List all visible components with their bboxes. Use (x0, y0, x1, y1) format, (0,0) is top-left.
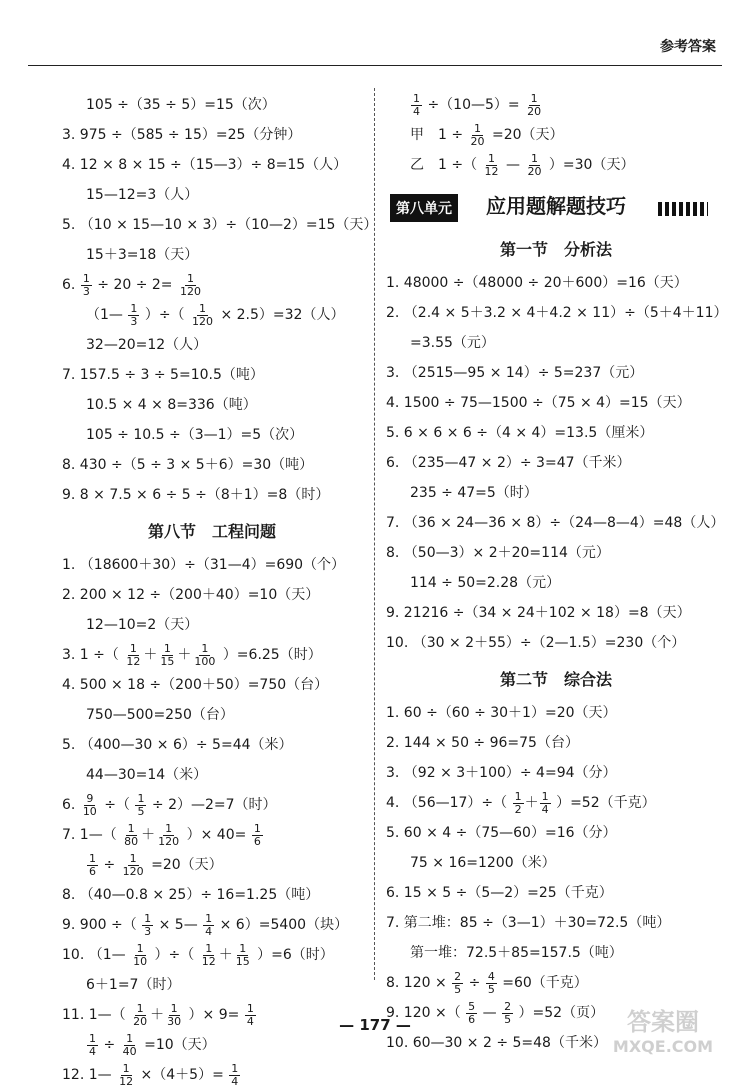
answer-line: 7. 1—（ $\frac{1}{80}$ ＋ $\frac{1}{120}$ ）× 40= $\frac{1}{6}$ (62, 821, 261, 848)
answer-line: 5. 6 × 6 × 6 ÷（4 × 4）=13.5（厘米） (386, 425, 654, 441)
fraction: $\frac{1}{6}$ (253, 821, 261, 848)
answer-line: 2. 200 × 12 ÷（200＋40）=10（天） (62, 587, 320, 603)
answer-line: 5. （10 × 15—10 × 3）÷（10—2）=15（天） (62, 217, 378, 233)
fraction: $\frac{1}{120}$ (192, 301, 214, 328)
text: 12. 1— (62, 1067, 112, 1083)
answer-line: 4. 500 × 18 ÷（200＋50）=750（台） (62, 677, 329, 693)
answer-line: 3. （92 × 3＋100）÷ 4=94（分） (386, 765, 617, 781)
text: ÷ (103, 1037, 116, 1053)
text: 甲 1 ÷ (410, 127, 464, 143)
answer-line: 8. （50—3）× 2＋20=114（元） (386, 545, 610, 561)
fraction: $\frac{1}{20}$ (527, 151, 542, 178)
fraction: $\frac{1}{20}$ (133, 1001, 148, 1028)
fraction: $\frac{1}{40}$ (122, 1031, 137, 1058)
answer-line: 1. 60 ÷（60 ÷ 30＋1）=20（天） (386, 705, 617, 721)
text: 6. (62, 277, 76, 293)
text: （1— (86, 307, 123, 323)
fraction: $\frac{1}{12}$ (126, 641, 141, 668)
answer-line: 75 × 16=1200（米） (410, 855, 556, 871)
answer-line: 235 ÷ 47=5（时） (410, 485, 538, 501)
answer-line (386, 92, 726, 122)
watermark-line2: MXQE.COM (612, 1037, 714, 1056)
text: 10. （1— (62, 947, 126, 963)
text: ）=52（千克） (556, 795, 656, 811)
fraction: $\frac{1}{5}$ (137, 791, 145, 818)
fraction: $\frac{5}{6}$ (468, 999, 476, 1026)
banner-decoration (658, 202, 708, 216)
fraction: $\frac{1}{80}$ (124, 821, 139, 848)
fraction: $\frac{1}{12}$ (484, 151, 499, 178)
answer-line: 5. 60 × 4 ÷（75—60）=16（分） (386, 825, 617, 841)
fraction: $\frac{1}{15}$ (235, 941, 250, 968)
text: — (506, 157, 520, 173)
text: ×（4＋5）= (140, 1067, 224, 1083)
answer-line: 5. （400—30 × 6）÷ 5=44（米） (62, 737, 293, 753)
fraction: $\frac{1}{3}$ (130, 301, 138, 328)
fraction: $\frac{1}{12}$ (119, 1061, 134, 1088)
fraction: $\frac{1}{15}$ (160, 641, 175, 668)
text: 9. 120 ×（ (386, 1005, 461, 1021)
text: ÷ 2）—2=7（时） (151, 797, 277, 813)
fraction: $\frac{1}{120}$ (158, 821, 180, 848)
answer-line: 10. （30 × 2＋55）÷（2—1.5）=230（个） (386, 635, 686, 651)
text: 6. (62, 797, 76, 813)
answer-line (386, 970, 726, 1000)
text: ÷ 20 ÷ 2= (97, 277, 173, 293)
text: =20（天） (151, 857, 223, 873)
fraction: $\frac{1}{3}$ (82, 271, 90, 298)
answer-line: 4. （56—17）÷（ $\frac{1}{2}$ ＋ $\frac{1}{4}$ ）=52（千克） (386, 789, 656, 816)
fraction: $\frac{1}{120}$ (179, 271, 201, 298)
fraction: $\frac{1}{4}$ (541, 789, 549, 816)
answer-line: 15—12=3（人） (86, 187, 199, 203)
text: ）=30（天） (548, 157, 635, 173)
section-heading: 第一节 分析法 (499, 240, 612, 259)
unit-title: 应用题解题技巧 (486, 194, 626, 218)
answer-line: 3. 1 ÷（ $\frac{1}{12}$ ＋ $\frac{1}{15}$ ＋ $\frac{1}{100}$ ）=6.25（时） (62, 641, 322, 668)
text: ）÷（ (144, 307, 185, 323)
answer-line: 9. 8 × 7.5 × 6 ÷ 5 ÷（8＋1）=8（时） (62, 487, 330, 503)
text: ）× 9= (188, 1007, 240, 1023)
answer-line (62, 1062, 362, 1092)
answer-line: =3.55（元） (410, 335, 495, 351)
text: =20（天） (492, 127, 564, 143)
text: — (482, 1005, 497, 1021)
fraction: $\frac{4}{5}$ (487, 969, 495, 996)
answer-line: 3. （2515—95 × 14）÷ 5=237（元） (386, 365, 644, 381)
answer-line: 7. （36 × 24—36 × 8）÷（24—8—4）=48（人） (386, 515, 725, 531)
answer-line (62, 302, 362, 332)
answer-line (62, 792, 362, 822)
text: 乙 1 ÷（ (410, 157, 478, 173)
fraction: $\frac{1}{4}$ (413, 91, 420, 118)
answer-line: 11. 1—（ $\frac{1}{20}$ ＋ $\frac{1}{30}$ ）× 9= $\frac{1}{4}$ (62, 1001, 254, 1028)
answer-line (62, 272, 362, 302)
answer-line: 9. 21216 ÷（34 × 24＋102 × 18）=8（天） (386, 605, 691, 621)
answer-line: 3. 975 ÷（585 ÷ 15）=25（分钟） (62, 127, 302, 143)
text: =10（天） (144, 1037, 216, 1053)
page-number: — 177 — (339, 1016, 411, 1034)
answer-line: 1. 48000 ÷（48000 ÷ 20＋600）=16（天） (386, 275, 688, 291)
answer-line: 114 ÷ 50=2.28（元） (410, 575, 561, 591)
text: ÷（ (104, 797, 130, 813)
answer-line: 32—20=12（人） (86, 337, 208, 353)
answer-line: 6. 15 × 5 ÷（5—2）=25（千克） (386, 885, 613, 901)
answer-line: 44—30=14（米） (86, 767, 208, 783)
header-rule (28, 65, 722, 66)
answer-line: 2. （2.4 × 5＋3.2 × 4＋4.2 × 11）÷（5＋4＋11） (386, 305, 728, 321)
answer-line: 6. （235—47 × 2）÷ 3=47（千米） (386, 455, 631, 471)
answer-line (386, 122, 726, 152)
answer-line: 8. 430 ÷（5 ÷ 3 × 5＋6）=30（吨） (62, 457, 314, 473)
fraction: $\frac{2}{5}$ (504, 999, 512, 1026)
answer-line (62, 1032, 362, 1062)
answer-line: 15＋3=18（天） (86, 247, 199, 263)
answer-line: 7. 157.5 ÷ 3 ÷ 5=10.5（吨） (62, 367, 264, 383)
fraction: $\frac{1}{100}$ (194, 641, 216, 668)
text: 9. 900 ÷（ (62, 917, 137, 933)
fraction: $\frac{1}{4}$ (89, 1031, 96, 1058)
fraction: $\frac{1}{2}$ (514, 789, 522, 816)
text: × 6）=5400（块） (219, 917, 349, 933)
text: ）=6.25（时） (222, 647, 322, 663)
answer-line: 第一堆：72.5＋85=157.5（吨） (410, 945, 623, 961)
fraction: $\frac{1}{6}$ (89, 851, 96, 878)
text: ÷（10—5）= (427, 97, 520, 113)
fraction: $\frac{1}{12}$ (201, 941, 216, 968)
section-heading: 第八节 工程问题 (147, 522, 276, 541)
answer-line: 6＋1=7（时） (86, 977, 181, 993)
answer-line: 10. 60—30 × 2 ÷ 5=48（千米） (386, 1035, 607, 1051)
text: 4. （56—17）÷（ (386, 795, 508, 811)
answer-line: 105 ÷ 10.5 ÷（3—1）=5（次） (86, 427, 304, 443)
text: ÷ (103, 857, 116, 873)
fraction: $\frac{1}{4}$ (231, 1061, 239, 1088)
answer-line: 10. （1— $\frac{1}{10}$ ）÷（ $\frac{1}{12}$ ＋ $\frac{1}{15}$ ）=6（时） (62, 941, 334, 968)
text: × 5— (158, 917, 198, 933)
fraction: $\frac{1}{120}$ (122, 851, 144, 878)
fraction: $\frac{1}{30}$ (167, 1001, 182, 1028)
watermark-line1: 答案圈 (627, 1008, 699, 1036)
answer-line: 12—10=2（天） (86, 617, 199, 633)
text: =60（千克） (502, 975, 588, 991)
answer-line: 8. （40—0.8 × 25）÷ 16=1.25（吨） (62, 887, 320, 903)
answer-line: 1. （18600＋30）÷（31—4）=690（个） (62, 557, 346, 573)
answer-line (386, 152, 726, 182)
answer-line: 2. 144 × 50 ÷ 96=75（台） (386, 735, 579, 751)
fraction: $\frac{1}{20}$ (527, 91, 542, 118)
unit-label: 第八单元 (390, 194, 458, 222)
answer-line (62, 912, 362, 942)
fraction: $\frac{1}{10}$ (133, 941, 148, 968)
unit-banner (390, 188, 726, 226)
watermark-logo (598, 1000, 728, 1058)
answer-line: 105 ÷（35 ÷ 5）=15（次） (86, 97, 276, 113)
answer-line: 4. 12 × 8 × 15 ÷（15—3）÷ 8=15（人） (62, 157, 348, 173)
section-heading: 第二节 综合法 (499, 670, 612, 689)
header-title: 参考答案 (660, 39, 716, 55)
text: ÷ (468, 975, 481, 991)
text: 7. 1—（ (62, 827, 117, 843)
text: 8. 120 × (386, 975, 447, 991)
text: ）× 40= (186, 827, 247, 843)
fraction: $\frac{9}{10}$ (82, 791, 97, 818)
fraction: $\frac{2}{5}$ (454, 969, 462, 996)
right-column (386, 92, 726, 1060)
text: ）=6（时） (257, 947, 334, 963)
answer-line: 7. 第二堆：85 ÷（3—1）＋30=72.5（吨） (386, 915, 671, 931)
fraction: $\frac{1}{4}$ (205, 911, 213, 938)
answer-line (62, 852, 362, 882)
fraction: $\frac{1}{4}$ (246, 1001, 254, 1028)
text: 3. 1 ÷（ (62, 647, 119, 663)
answer-line: 4. 1500 ÷ 75—1500 ÷（75 × 4）=15（天） (386, 395, 691, 411)
answer-line: 750—500=250（台） (86, 707, 234, 723)
text: 11. 1—（ (62, 1007, 126, 1023)
text: × 2.5）=32（人） (220, 307, 345, 323)
fraction: $\frac{1}{20}$ (470, 121, 485, 148)
text: ）=52（页） (518, 1005, 605, 1021)
fraction: $\frac{1}{3}$ (144, 911, 152, 938)
answer-line: 10.5 × 4 × 8=336（吨） (86, 397, 257, 413)
text: ）÷（ (154, 947, 195, 963)
